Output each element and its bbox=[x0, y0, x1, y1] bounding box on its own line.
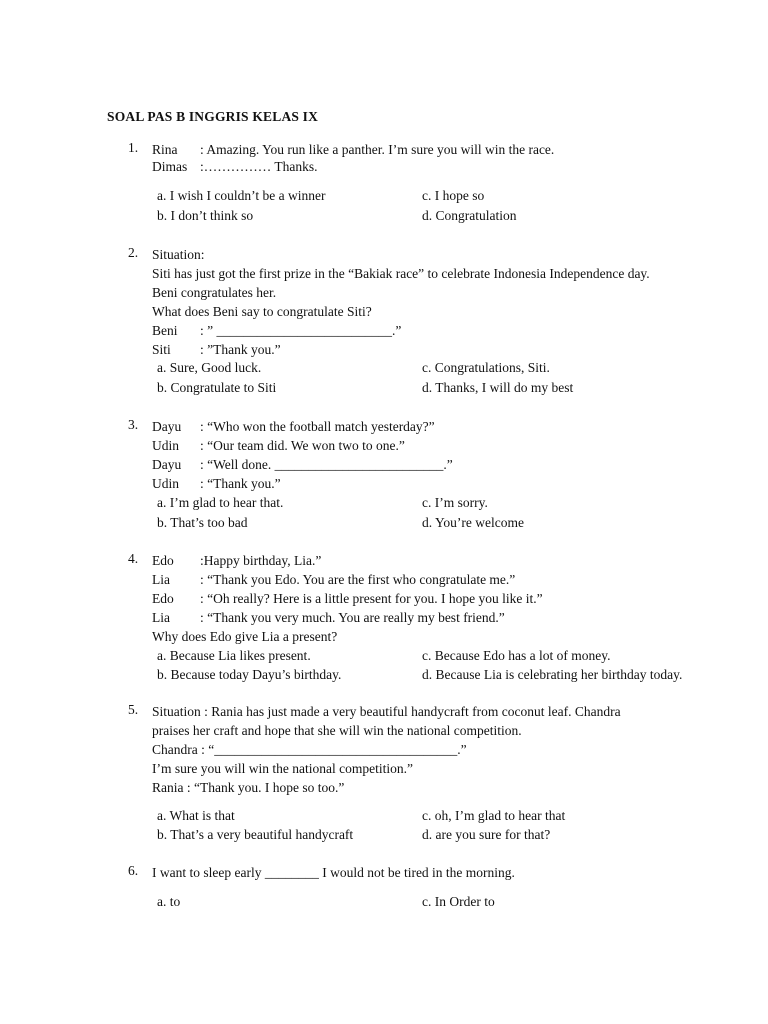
dialogue-line bbox=[152, 608, 505, 627]
option-a: a. to bbox=[157, 894, 181, 909]
option-c: c. oh, I’m glad to hear that bbox=[422, 808, 566, 823]
speaker: Beni bbox=[152, 323, 178, 338]
utterance: : ”Thank you.” bbox=[200, 342, 281, 357]
dialogue-line bbox=[152, 340, 281, 359]
dialogue-line bbox=[152, 474, 281, 493]
dialogue-line bbox=[152, 455, 453, 474]
speaker: Dimas bbox=[152, 159, 188, 174]
utterance: : “Who won the football match yesterday?” bbox=[200, 419, 435, 434]
speaker: Lia bbox=[152, 572, 170, 587]
question-number: 5. bbox=[128, 702, 139, 717]
question-number: 1. bbox=[128, 140, 139, 155]
option-b: b. I don’t think so bbox=[157, 208, 254, 223]
speaker: Dayu bbox=[152, 419, 182, 434]
question-number: 2. bbox=[128, 245, 139, 260]
speaker: Siti bbox=[152, 342, 171, 357]
option-c: c. Congratulations, Siti. bbox=[422, 360, 550, 375]
dialogue-line bbox=[152, 589, 543, 608]
option-c: c. In Order to bbox=[422, 894, 495, 909]
option-b: b. That’s too bad bbox=[157, 515, 248, 530]
question-number: 6. bbox=[128, 863, 139, 878]
speaker: Edo bbox=[152, 591, 174, 606]
option-c: c. Because Edo has a lot of money. bbox=[422, 648, 611, 663]
question-text: I want to sleep early ________ I would not be tired in the morning. bbox=[152, 865, 515, 880]
option-a: a. I’m glad to hear that. bbox=[157, 495, 284, 510]
question-number: 4. bbox=[128, 551, 139, 566]
dialogue-line bbox=[152, 551, 321, 570]
utterance: : Amazing. You run like a panther. I’m sure you will win the race. bbox=[200, 142, 555, 157]
dialogue-line: I’m sure you will win the national competition.” bbox=[152, 761, 413, 776]
option-d: d. Congratulation bbox=[422, 208, 517, 223]
situation-text: praises her craft and hope that she will win the national competition. bbox=[152, 723, 522, 738]
utterance: : “Thank you.” bbox=[200, 476, 281, 491]
option-d: d. Thanks, I will do my best bbox=[422, 380, 574, 395]
utterance: : “Well done. _________________________.” bbox=[200, 457, 453, 472]
question-number: 3. bbox=[128, 417, 139, 432]
utterance: :Happy birthday, Lia.” bbox=[200, 553, 322, 568]
speaker: Dayu bbox=[152, 457, 182, 472]
option-d: d. You’re welcome bbox=[422, 515, 524, 530]
question-text: Why does Edo give Lia a present? bbox=[152, 629, 338, 644]
speaker: Udin bbox=[152, 476, 179, 491]
situation-text: What does Beni say to congratulate Siti? bbox=[152, 304, 372, 319]
option-c: c. I hope so bbox=[422, 188, 485, 203]
speaker: Udin bbox=[152, 438, 179, 453]
dialogue-line bbox=[152, 570, 515, 589]
utterance: :…………… Thanks. bbox=[200, 159, 318, 174]
option-b: b. Because today Dayu’s birthday. bbox=[157, 667, 342, 682]
option-a: a. What is that bbox=[157, 808, 235, 823]
dialogue-line bbox=[152, 321, 401, 340]
speaker: Edo bbox=[152, 553, 174, 568]
dialogue-line bbox=[152, 417, 435, 436]
option-d: d. are you sure for that? bbox=[422, 827, 551, 842]
dialogue-line bbox=[152, 157, 318, 176]
utterance: : ” __________________________.” bbox=[200, 323, 402, 338]
option-a: a. I wish I couldn’t be a winner bbox=[157, 188, 326, 203]
situation-text: Siti has just got the first prize in the “Bakiak race” to celebrate Indonesia Independence day. bbox=[152, 266, 650, 281]
dialogue-line: Rania : “Thank you. I hope so too.” bbox=[152, 780, 345, 795]
option-a: a. Because Lia likes present. bbox=[157, 648, 311, 663]
situation-label: Situation: bbox=[152, 247, 205, 262]
utterance: : “Oh really? Here is a little present for you. I hope you like it.” bbox=[200, 591, 543, 606]
dialogue-line: Chandra : “____________________________________.” bbox=[152, 742, 467, 757]
speaker: Lia bbox=[152, 610, 170, 625]
option-d: d. Because Lia is celebrating her birthday today. bbox=[422, 667, 683, 682]
situation-text: Situation : Rania has just made a very beautiful handycraft from coconut leaf. Chandra bbox=[152, 704, 621, 719]
utterance: : “Thank you Edo. You are the first who congratulate me.” bbox=[200, 572, 516, 587]
speaker: Rina bbox=[152, 142, 178, 157]
utterance: : “Thank you very much. You are really my best friend.” bbox=[200, 610, 505, 625]
utterance: : “Our team did. We won two to one.” bbox=[200, 438, 405, 453]
option-a: a. Sure, Good luck. bbox=[157, 360, 262, 375]
option-b: b. That’s a very beautiful handycraft bbox=[157, 827, 354, 842]
option-c: c. I’m sorry. bbox=[422, 495, 488, 510]
option-b: b. Congratulate to Siti bbox=[157, 380, 277, 395]
situation-text: Beni congratulates her. bbox=[152, 285, 277, 300]
dialogue-line bbox=[152, 436, 405, 455]
page-title: SOAL PAS B INGGRIS KELAS IX bbox=[107, 109, 319, 124]
